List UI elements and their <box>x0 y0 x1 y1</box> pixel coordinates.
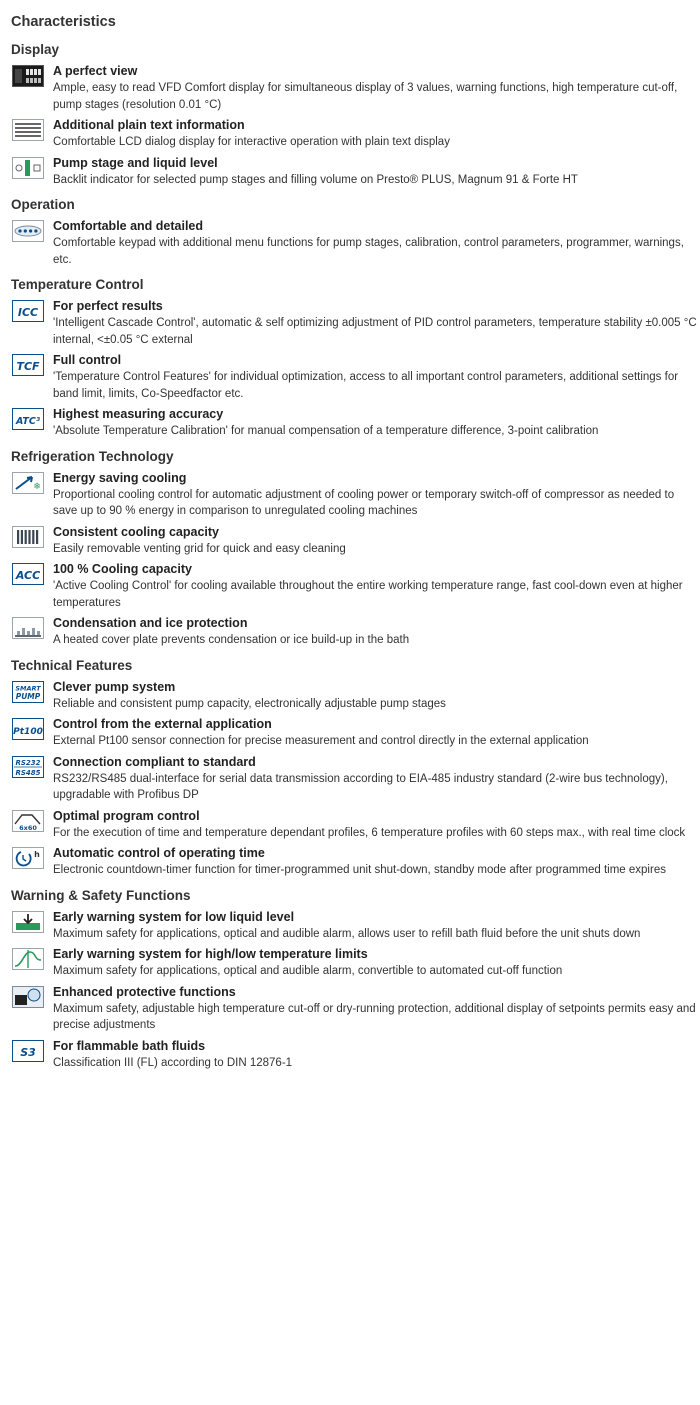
icon-label: h <box>34 850 40 859</box>
atc3-icon <box>11 407 45 431</box>
feature-title: A perfect view <box>53 64 138 78</box>
feature-title: Full control <box>53 353 122 367</box>
feature-text <box>53 754 698 804</box>
section-title: Display <box>11 42 60 57</box>
section <box>11 656 700 879</box>
section-title: Operation <box>11 197 75 212</box>
feature-title: Connection compliant to standard <box>53 754 256 769</box>
feature-item <box>11 352 700 402</box>
feature-item <box>11 406 700 440</box>
pt100-icon <box>11 717 45 741</box>
temp-limits-icon <box>11 947 45 971</box>
feature-text <box>53 946 698 980</box>
feature-description: Easily removable venting grid for quick and easy cleaning <box>53 542 346 555</box>
feature-text <box>53 218 698 268</box>
feature-title: For perfect results <box>53 299 163 313</box>
icc-icon <box>11 299 45 323</box>
feature-text <box>53 63 698 113</box>
feature-description: RS232/RS485 dual-interface for serial data transmission according to EIA-485 industry standard (2-wire bus technology), upgradable with Profibus DP <box>53 772 668 801</box>
icon-label: 6x60 <box>19 823 37 832</box>
section-title: Technical Features <box>11 657 133 673</box>
feature-title: Consistent cooling capacity <box>53 524 220 539</box>
section <box>11 275 700 440</box>
feature-title: For flammable bath fluids <box>53 1038 206 1053</box>
feature-description: 'Absolute Temperature Calibration' for manual compensation of a temperature difference, 3-point calibration <box>53 425 599 437</box>
tcf-icon <box>11 353 45 377</box>
feature-item <box>11 470 700 520</box>
feature-title: Early warning system for high/low temperature limits <box>53 947 368 961</box>
feature-text <box>53 845 698 879</box>
s3-icon <box>11 1039 45 1063</box>
smart-pump-icon <box>11 680 45 704</box>
feature-item <box>11 679 700 713</box>
feature-description: Maximum safety for applications, optical and audible alarm, convertible to automated cut-off function <box>53 965 563 977</box>
section-title: Warning & Safety Functions <box>11 887 191 903</box>
feature-text <box>53 615 698 649</box>
feature-title: Pump stage and liquid level <box>53 155 218 170</box>
icon-label: ICC <box>17 306 39 319</box>
svg-text:❄: ❄ <box>33 481 41 492</box>
feature-text <box>53 716 698 750</box>
feature-item <box>11 845 700 879</box>
feature-text <box>53 524 698 558</box>
feature-title: Early warning system for low liquid level <box>53 909 295 924</box>
feature-title: Optimal program control <box>53 808 200 823</box>
feature-description: Electronic countdown-timer function for timer-programmed unit shut-down, standby mode after programmed time expires <box>53 864 666 876</box>
section-title: Temperature Control <box>11 277 144 292</box>
feature-text <box>53 1038 698 1072</box>
feature-description: Proportional cooling control for automatic adjustment of cooling power or temporary switch-off of compressor as needed to save up to 90 % energy in comparison to unregulated cooling machines <box>53 488 675 517</box>
feature-description: Backlit indicator for selected pump stages and filling volume on Presto® PLUS, Magnum 91 & Forte HT <box>53 173 578 186</box>
timer-icon <box>11 846 45 870</box>
feature-description: Comfortable keypad with additional menu functions for pump stages, calibration, control parameters, programmer, warnings, etc. <box>53 237 684 266</box>
acc-icon <box>11 562 45 586</box>
icon-label: S3 <box>20 1045 36 1059</box>
feature-text <box>53 117 698 151</box>
feature-title: Control from the external application <box>53 717 272 731</box>
feature-description: 'Active Cooling Control' for cooling available throughout the entire working temperature range, fast cool-down even at higher temperatures <box>53 580 683 609</box>
feature-item <box>11 298 700 348</box>
section-title: Refrigeration Technology <box>11 448 174 464</box>
feature-description: Maximum safety, adjustable high temperature cut-off or dry-running protection, additional display of setpoints permits easy and precise adjustments <box>53 1002 696 1031</box>
feature-title: Condensation and ice protection <box>53 616 248 630</box>
feature-description: Reliable and consistent pump capacity, electronically adjustable pump stages <box>53 697 446 710</box>
feature-item <box>11 1038 700 1072</box>
feature-item <box>11 524 700 558</box>
feature-item <box>11 63 700 113</box>
icon-label: TCF <box>16 360 40 373</box>
rs232-rs485-icon <box>11 755 45 779</box>
program-control-icon <box>11 809 45 833</box>
feature-title: 100 % Cooling capacity <box>53 562 192 576</box>
feature-description: Ample, easy to read VFD Comfort display for simultaneous display of 3 values, warning functions, high temperature cut-off, pump stages (resolution 0.01 °C) <box>53 82 678 111</box>
feature-description: Comfortable LCD dialog display for interactive operation with plain text display <box>53 136 450 148</box>
feature-item <box>11 716 700 750</box>
pump-level-icon <box>11 156 45 180</box>
feature-title: Comfortable and detailed <box>53 219 204 233</box>
energy-cooling-icon <box>11 471 45 495</box>
sections-container <box>11 40 700 1071</box>
feature-text <box>53 909 698 943</box>
icon-label: ATC³ <box>15 416 41 427</box>
feature-description: 'Temperature Control Features' for individual optimization, access to all important control parameters, additional settings for band limit, limits, Co-Speedfactor etc. <box>53 371 679 400</box>
feature-description: Maximum safety for applications, optical and audible alarm, allows user to refill bath fluid before the unit shuts down <box>53 927 641 940</box>
keypad-icon <box>11 219 45 243</box>
feature-text <box>53 808 698 842</box>
vfd-display-icon <box>11 64 45 88</box>
feature-item <box>11 218 700 268</box>
feature-title: Highest measuring accuracy <box>53 407 224 421</box>
feature-item <box>11 561 700 611</box>
section <box>11 447 700 649</box>
feature-description: External Pt100 sensor connection for precise measurement and control directly in the external application <box>53 735 589 747</box>
feature-title: Energy saving cooling <box>53 470 187 485</box>
feature-title: Enhanced protective functions <box>53 984 236 999</box>
cover-plate-icon <box>11 616 45 640</box>
page-title: Characteristics <box>11 14 116 30</box>
icon-label: RS485 <box>15 768 41 777</box>
feature-text <box>53 352 698 402</box>
icon-label: PUMP <box>15 691 41 701</box>
icon-label: Pt100 <box>13 727 43 737</box>
low-level-icon <box>11 910 45 934</box>
feature-description: A heated cover plate prevents condensation or ice build-up in the bath <box>53 634 410 646</box>
feature-item <box>11 984 700 1034</box>
feature-text <box>53 298 698 348</box>
feature-item <box>11 754 700 804</box>
icon-label: ACC <box>15 569 41 582</box>
feature-title: Automatic control of operating time <box>53 846 265 860</box>
feature-description: 'Intelligent Cascade Control', automatic & self optimizing adjustment of PID control parameters, temperature stability ±0.005 °C internal, <±0.05 °C external <box>53 317 697 346</box>
feature-item <box>11 946 700 980</box>
feature-text <box>53 679 698 713</box>
feature-text <box>53 470 698 520</box>
lcd-dialog-icon <box>11 118 45 142</box>
feature-item <box>11 155 700 189</box>
feature-item <box>11 117 700 151</box>
section <box>11 40 700 188</box>
feature-item <box>11 808 700 842</box>
feature-item <box>11 909 700 943</box>
venting-grid-icon <box>11 525 45 549</box>
section <box>11 886 700 1072</box>
feature-item <box>11 615 700 649</box>
feature-title: Additional plain text information <box>53 118 245 132</box>
feature-title: Clever pump system <box>53 679 176 694</box>
icon-label: RS232 <box>15 758 41 767</box>
feature-text <box>53 561 698 611</box>
feature-text <box>53 406 698 440</box>
section <box>11 195 700 268</box>
feature-text <box>53 155 698 189</box>
feature-text <box>53 984 698 1034</box>
protective-icon <box>11 985 45 1009</box>
icon-label: SMART <box>15 684 41 692</box>
feature-description: Classification III (FL) according to DIN 12876-1 <box>53 1056 293 1069</box>
feature-description: For the execution of time and temperature dependant profiles, 6 temperature profiles with 60 steps max., with real time clock <box>53 826 686 839</box>
